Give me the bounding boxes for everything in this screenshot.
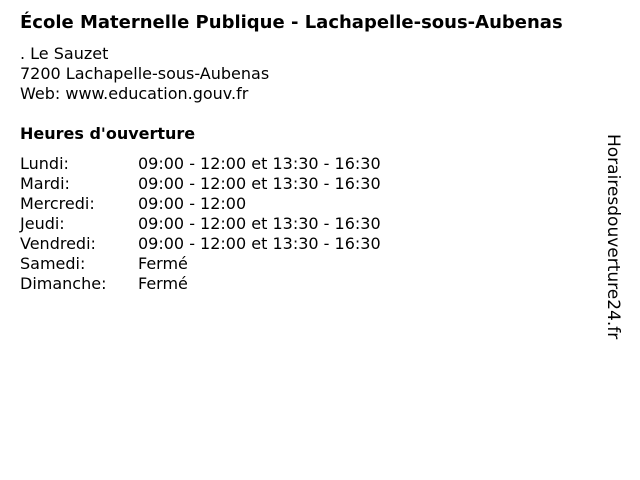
hours-row-saturday [20, 254, 381, 274]
day-hours: 09:00 - 12:00 [138, 194, 247, 213]
day-hours: Fermé [138, 254, 188, 273]
address-street: . Le Sauzet [20, 44, 109, 63]
day-hours: 09:00 - 12:00 et 13:30 - 16:30 [138, 154, 381, 173]
hours-row-friday [20, 234, 381, 254]
day-label: Mercredi: [20, 194, 95, 213]
hours-table [20, 154, 381, 294]
day-hours: 09:00 - 12:00 et 13:30 - 16:30 [138, 174, 381, 193]
day-hours: 09:00 - 12:00 et 13:30 - 16:30 [138, 234, 381, 253]
day-label: Vendredi: [20, 234, 96, 253]
hours-row-sunday [20, 274, 381, 294]
hours-row-monday [20, 154, 381, 174]
address-block [20, 44, 269, 104]
hours-heading: Heures d'ouverture [20, 124, 196, 143]
day-label: Mardi: [20, 174, 70, 193]
day-hours: 09:00 - 12:00 et 13:30 - 16:30 [138, 214, 381, 233]
hours-row-tuesday [20, 174, 381, 194]
site-watermark: Horairesdouverture24.fr [603, 134, 623, 340]
address-city: 7200 Lachapelle-sous-Aubenas [20, 64, 270, 83]
address-web: Web: www.education.gouv.fr [20, 84, 249, 103]
day-hours: Fermé [138, 274, 188, 293]
day-label: Dimanche: [20, 274, 107, 293]
day-label: Jeudi: [20, 214, 65, 233]
page-title: École Maternelle Publique - Lachapelle-sous-Aubenas [20, 12, 563, 33]
hours-row-wednesday [20, 194, 381, 214]
day-label: Lundi: [20, 154, 69, 173]
day-label: Samedi: [20, 254, 86, 273]
hours-row-thursday [20, 214, 381, 234]
